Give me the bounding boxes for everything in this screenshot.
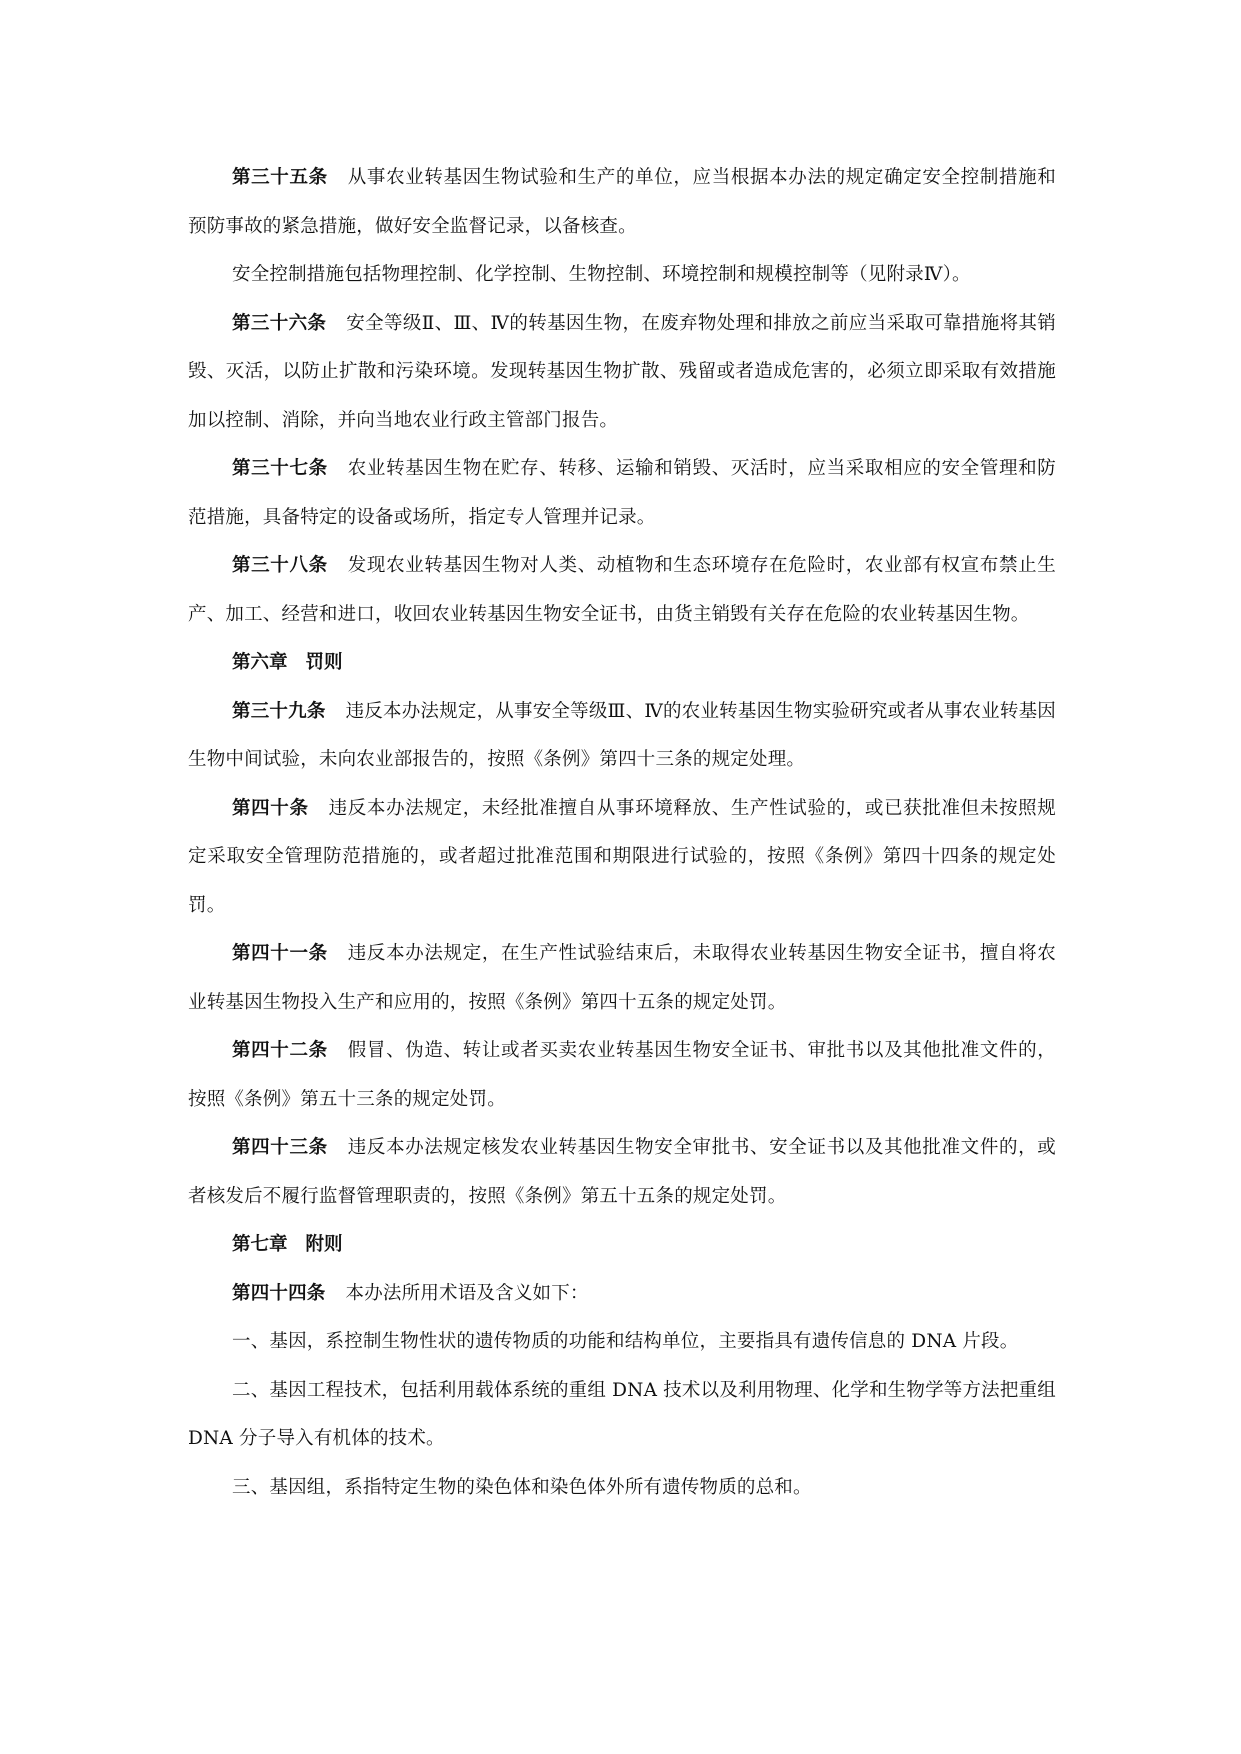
chapter-title: 罚则 [305,652,343,673]
definition-genome: 三、基因组，系指特定生物的染色体和染色体外所有遗传物质的总和。 [232,1476,812,1498]
article-36 [188,300,1056,446]
article-38 [188,542,1056,639]
article-label: 第四十条 [232,797,309,819]
article-text: 违反本办法规定，未经批准擅自从事环境释放、生产性试验的，或已获批准但未按照规定采取安全管理防范措施的，或者超过批准范围和期限进行试验的，按照《条例》第四十四条的规定处罚。 [188,797,1056,916]
article-35 [188,154,1056,251]
definition-gene: 一、基因，系控制生物性状的遗传物质的功能和结构单位，主要指具有遗传信息的 DNA 片段。 [232,1331,1019,1352]
chapter-number: 第七章 [232,1234,288,1255]
article-label: 第四十二条 [232,1040,328,1061]
article-text: 本办法所用术语及含义如下： [345,1282,589,1304]
definition-genetic-engineering: 二、基因工程技术，包括利用载体系统的重组 DNA 技术以及利用物理、化学和生物学等方法把重组 DNA 分子导入有机体的技术。 [188,1379,1056,1449]
article-text: 发现农业转基因生物对人类、动植物和生态环境存在危险时，农业部有权宣布禁止生产、加工、经营和进口，收回农业转基因生物安全证书，由货主销毁有关存在危险的农业转基因生物。 [188,555,1056,625]
article-label: 第三十八条 [232,555,328,576]
article-42 [188,1027,1056,1124]
article-label: 第四十三条 [232,1137,328,1158]
article-text: 安全等级Ⅱ、Ⅲ、Ⅳ的转基因生物，在废弃物处理和排放之前应当采取可靠措施将其销毁、灭活，以防止扩散和污染环境。发现转基因生物扩散、残留或者造成危害的，必须立即采取有效措施加以控制、消除，并向当地农业行政主管部门报告。 [188,312,1056,431]
article-44 [188,1270,1056,1319]
article-text: 违反本办法规定，在生产性试验结束后，未取得农业转基因生物安全证书，擅自将农业转基因生物投入生产和应用的，按照《条例》第四十五条的规定处罚。 [188,943,1056,1013]
document-body [188,154,1056,1512]
chapter-number: 第六章 [232,652,288,673]
chapter-6-heading [188,639,1056,688]
article-37 [188,445,1056,542]
article-label: 第三十六条 [232,312,327,334]
article-text: 违反本办法规定核发农业转基因生物安全审批书、安全证书以及其他批准文件的，或者核发后不履行监督管理职责的，按照《条例》第五十五条的规定处罚。 [188,1137,1056,1207]
article-41 [188,930,1056,1027]
article-label: 第四十四条 [232,1282,326,1304]
article-label: 第三十七条 [232,458,328,479]
article-39 [188,688,1056,785]
article-label: 第三十九条 [232,700,326,722]
article-label: 第三十五条 [232,167,328,188]
chapter-title: 附则 [305,1234,343,1255]
article-35-note: 安全控制措施包括物理控制、化学控制、生物控制、环境控制和规模控制等（见附录Ⅳ）。 [232,264,971,285]
article-40 [188,785,1056,931]
article-43 [188,1124,1056,1221]
chapter-7-heading [188,1221,1056,1270]
article-label: 第四十一条 [232,943,328,964]
article-text: 假冒、伪造、转让或者买卖农业转基因生物安全证书、审批书以及其他批准文件的，按照《条例》第五十三条的规定处罚。 [188,1040,1056,1110]
article-text: 违反本办法规定，从事安全等级Ⅲ、Ⅳ的农业转基因生物实验研究或者从事农业转基因生物中间试验，未向农业部报告的，按照《条例》第四十三条的规定处理。 [188,700,1056,770]
article-text: 农业转基因生物在贮存、转移、运输和销毁、灭活时，应当采取相应的安全管理和防范措施，具备特定的设备或场所，指定专人管理并记录。 [188,458,1056,528]
article-text: 从事农业转基因生物试验和生产的单位，应当根据本办法的规定确定安全控制措施和预防事故的紧急措施，做好安全监督记录，以备核查。 [188,167,1056,237]
